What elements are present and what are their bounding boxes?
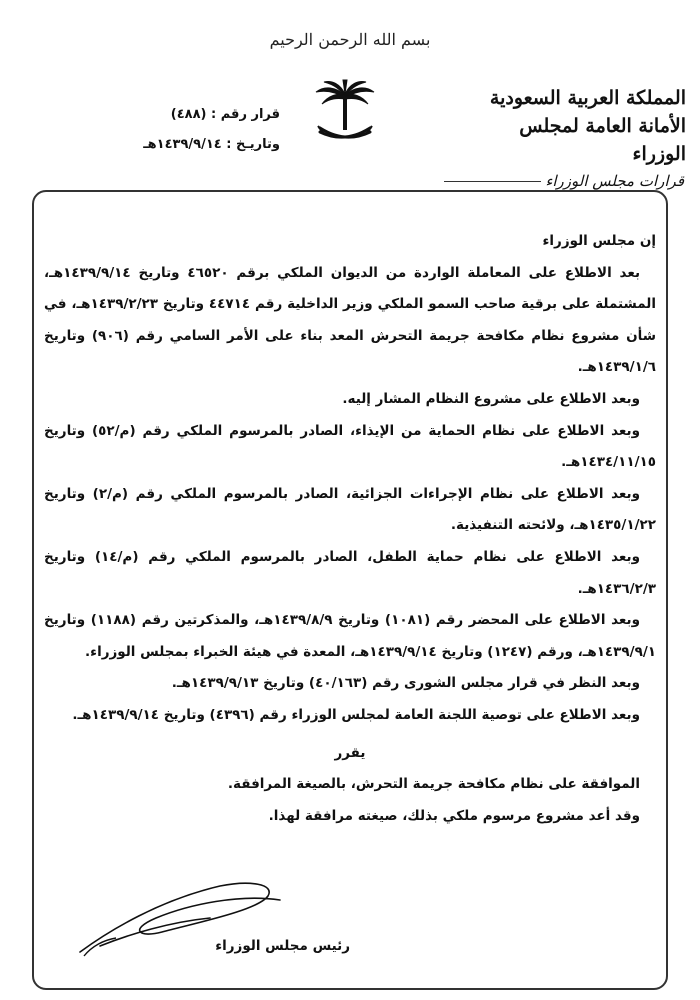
decision-info bbox=[100, 100, 280, 160]
resolution-item: الموافقة على نظام مكافحة جريمة التحرش، بالصيغة المرافقة. bbox=[227, 776, 640, 793]
paragraph: وبعد الاطلاع على توصية اللجنة العامة لمجلس الوزراء رقم (٤٣٩٦) وتاريخ ١٤٣٩/٩/١٤هـ. bbox=[72, 706, 640, 723]
paragraph: وبعد الاطلاع على مشروع النظام المشار إليه. bbox=[342, 390, 640, 407]
paragraph: وبعد النظر في قرار مجلس الشورى رقم (٤٠/١٦٣) وتاريخ ١٤٣٩/٩/١٣هـ. bbox=[171, 675, 640, 692]
secretariat-name: الأمانة العامة لمجلس الوزراء bbox=[519, 115, 686, 165]
paragraph: وبعد الاطلاع على نظام حماية الطفل، الصادر بالمرسوم الملكي رقم (م/١٤) وتاريخ ١٤٣٦/٢/٣هـ. bbox=[44, 548, 656, 597]
section-rule bbox=[444, 181, 541, 182]
decision-body bbox=[44, 226, 656, 832]
basmala: بسم الله الرحمن الرحيم bbox=[269, 30, 431, 49]
section-label bbox=[444, 172, 684, 190]
decides-heading: يقرر bbox=[334, 744, 366, 761]
section-title: قرارات مجلس الوزراء bbox=[545, 172, 684, 190]
signer-title: رئيس مجلس الوزراء bbox=[215, 938, 350, 954]
paragraph: بعد الاطلاع على المعاملة الواردة من الديوان الملكي برقم ٤٦٥٢٠ وتاريخ ١٤٣٩/٩/١٤هـ، المشتملة على برقية صاحب السمو الملكي وزير الداخلية رقم ٤٤٧١٤ وتاريخ ١٤٣٩/٢/٢٣هـ، في شأن مشروع نظام مكافحة جريمة التحرش المعد بناء على الأمر السامي رقم (٩٠٦) وتاريخ ١٤٣٩/١/٦هـ. bbox=[44, 264, 656, 376]
paragraph: وبعد الاطلاع على نظام الإجراءات الجزائية، الصادر بالمرسوم الملكي رقم (م/٢) وتاريخ ١٤٣٥/١/٢٢هـ، ولائحته التنفيذية. bbox=[44, 485, 656, 534]
decision-date: وتاريـخ : ١٤٣٩/٩/١٤هـ bbox=[143, 137, 280, 152]
paragraph: وبعد الاطلاع على نظام الحماية من الإيذاء، الصادر بالمرسوم الملكي رقم (م/٥٢) وتاريخ ١٤٣٤/١١/١٥هـ. bbox=[44, 422, 656, 471]
kingdom-name: المملكة العربية السعودية bbox=[489, 87, 686, 109]
palm-swords-emblem-icon bbox=[310, 78, 380, 148]
paragraph: وبعد الاطلاع على المحضر رقم (١٠٨١) وتاريخ ١٤٣٩/٨/٩هـ، والمذكرتين رقم (١١٨٨) وتاريخ ١٤٣٩/٩/١هـ، ورقم (١٢٤٧) وتاريخ ١٤٣٩/٩/١٤هـ، المعدة في هيئة الخبراء بمجلس الوزراء. bbox=[44, 612, 656, 660]
decision-number: قرار رقم : (٤٨٨) bbox=[170, 107, 280, 122]
letterhead bbox=[486, 84, 686, 168]
opening-line: إن مجلس الوزراء bbox=[542, 233, 656, 249]
resolution-item: وقد أعد مشروع مرسوم ملكي بذلك، صيغته مرافقة لهذا. bbox=[268, 807, 640, 824]
